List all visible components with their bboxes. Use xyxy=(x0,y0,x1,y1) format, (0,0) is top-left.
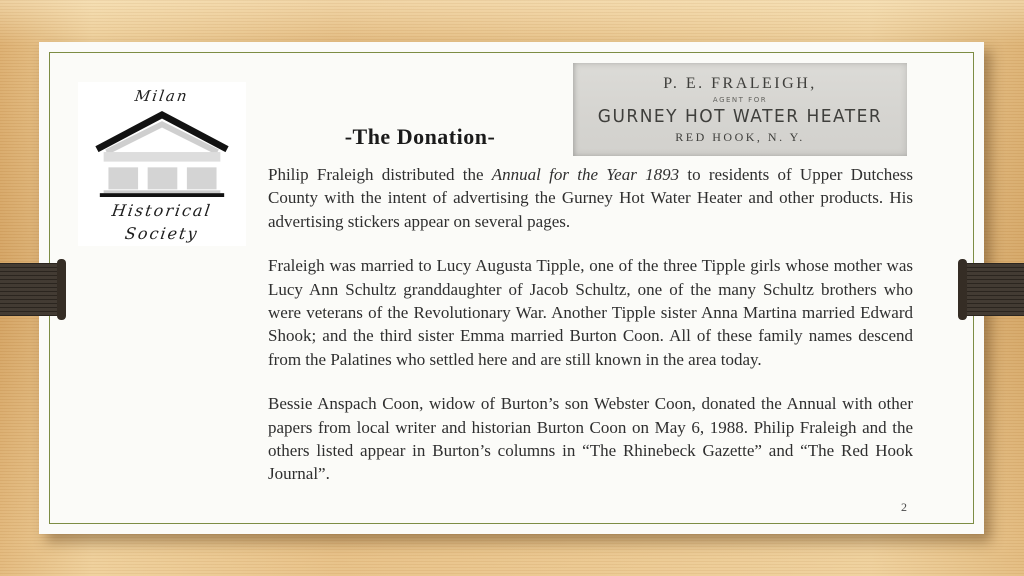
paragraph-donation-details: Bessie Anspach Coon, widow of Burton’s son Webster Coon, donated the Annual with other papers from local writer and historian Burton Coon on May 6, 1988. Philip Fraleigh and the others listed appear in Burton’s columns in “The Rhinebeck Gazette” and “The Red Hook Journal”. xyxy=(268,394,913,484)
logo-text-historical: Historical xyxy=(110,201,214,220)
slide-title: -The Donation- xyxy=(344,124,496,149)
classical-building-icon xyxy=(95,109,229,197)
paragraph-family-history: Fraleigh was married to Lucy Augusta Tipple, one of the three Tipple girls whose mother was Lucy Ann Schultz granddaughter of Jacob Schultz, one of the many Schultz brothers who were veterans of the Revolutionary War. Another Tipple sister Anna Martina married Edward Shook; and the third sister Emma married Burton Coon. All of these family names descend from the Palatines who settled here and are still known in the area today. xyxy=(268,256,913,369)
logo-text-milan: Milan xyxy=(133,87,191,105)
slide-body-text xyxy=(268,163,913,507)
ad-line-name: P. E. FRALEIGH, xyxy=(663,75,817,92)
page-number: 2 xyxy=(901,500,907,514)
paragraph-donation-intro xyxy=(268,163,913,233)
paragraph-1-pre: Philip Fraleigh distributed the xyxy=(268,165,492,184)
fraleigh-advertisement-scan xyxy=(573,63,907,156)
ad-line-city: RED HOOK, N. Y. xyxy=(675,130,805,144)
left-strap-decoration xyxy=(0,263,64,316)
slide xyxy=(39,42,984,534)
right-strap-cap xyxy=(958,259,967,320)
ad-line-agent-for: AGENT FOR xyxy=(712,96,768,104)
ad-line-product: GURNEY HOT WATER HEATER xyxy=(597,106,883,128)
paragraph-1-post: to residents of Upper Dutchess County with the intent of advertising the Gurney Hot Water Heater and other products. His advertising stickers appear on several pages. xyxy=(268,165,913,231)
milan-historical-society-logo xyxy=(78,82,246,246)
paragraph-1-italic-annual-title: Annual for the Year 1893 xyxy=(491,165,680,184)
left-strap-cap xyxy=(57,259,66,320)
right-strap-decoration xyxy=(960,263,1024,316)
logo-text-society: Society xyxy=(123,224,201,243)
